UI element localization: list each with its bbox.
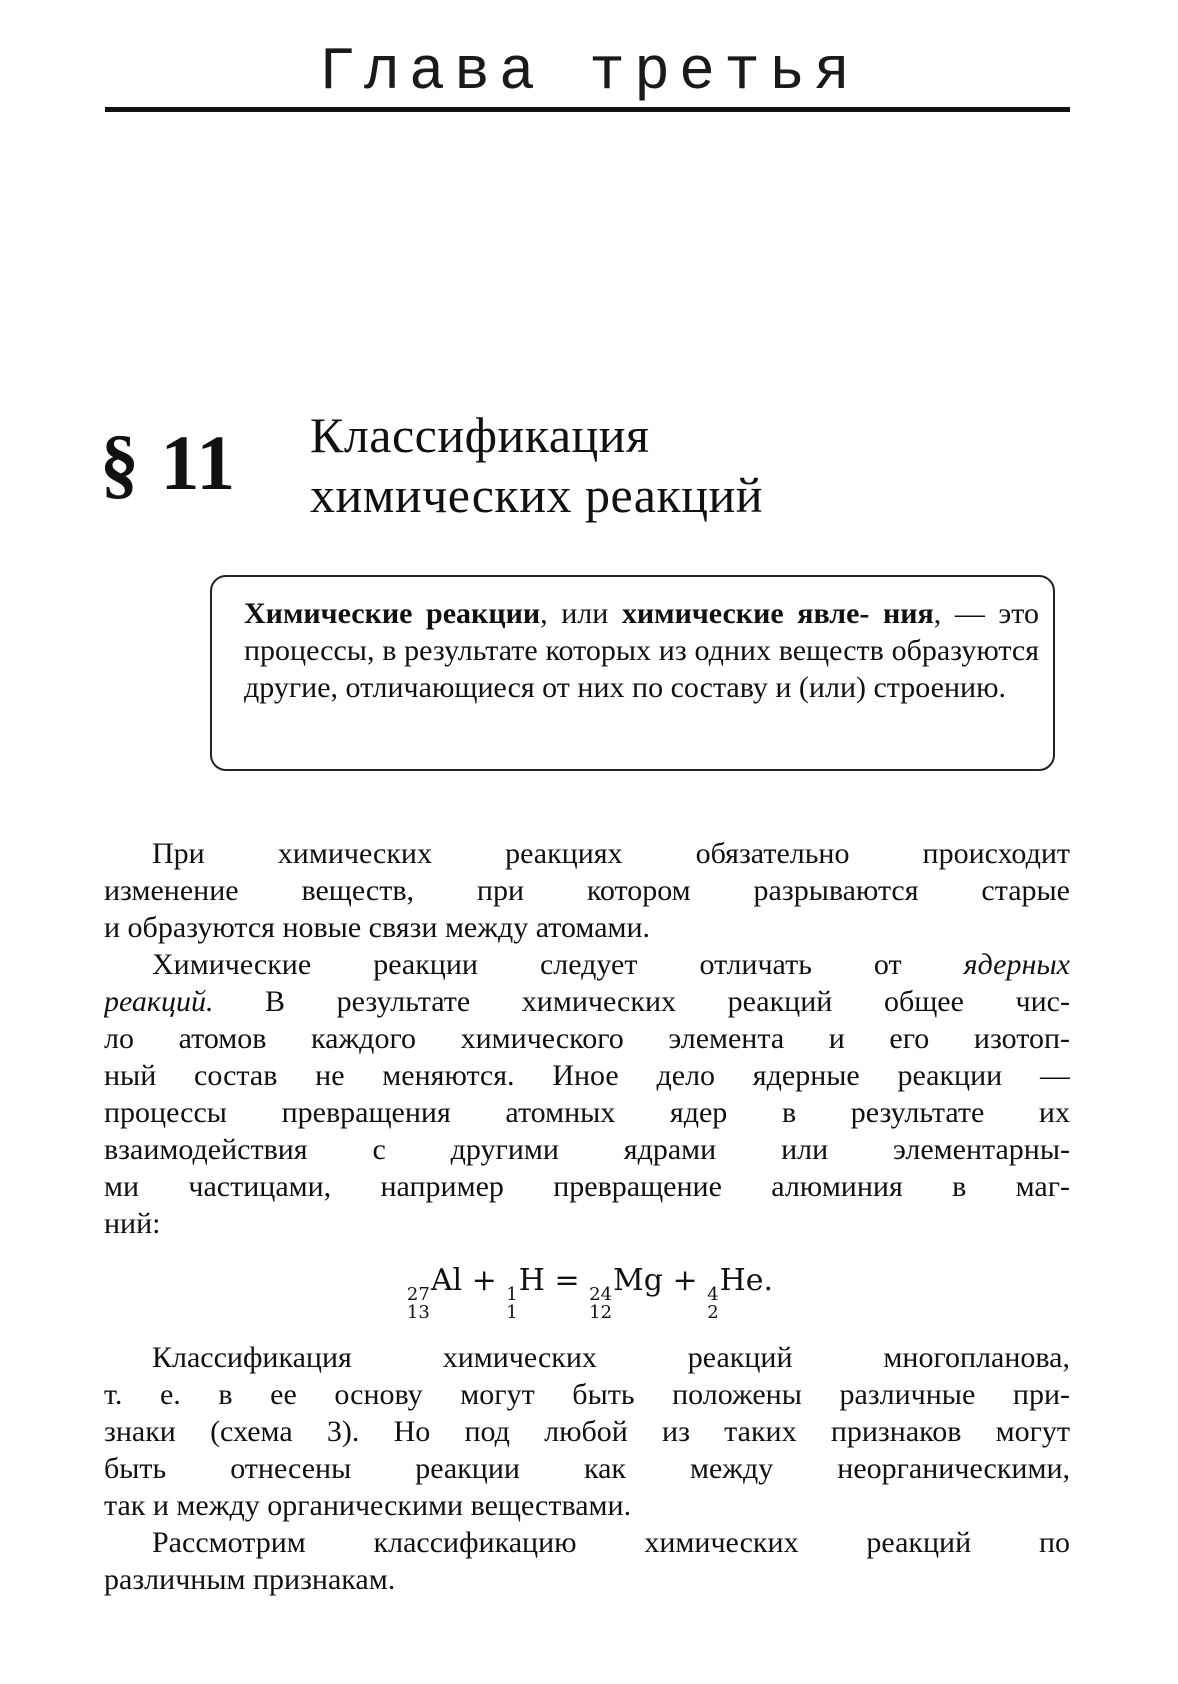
text-line xyxy=(104,1339,1070,1376)
body-text-2 xyxy=(104,1339,1070,1598)
italic-term: реакций. xyxy=(104,985,214,1018)
text-line xyxy=(104,1487,1070,1524)
line-text: изменение веществ, при котором разрываются старые xyxy=(104,874,1070,907)
text-line xyxy=(104,1376,1070,1413)
line-text: различным признакам. xyxy=(104,1563,396,1596)
text-line xyxy=(104,1205,1070,1242)
text-line xyxy=(104,1131,1070,1168)
text-line xyxy=(104,1057,1070,1094)
definition-separator: , или xyxy=(540,597,622,630)
definition-rest: , — это процессы, в результате которых из одних веществ образуются другие, отличающиеся от них по составу и (или) строению. xyxy=(244,597,1039,704)
line-text: т. е. в ее основу могут быть положены различные при- xyxy=(104,1378,1070,1411)
text-line xyxy=(104,1524,1070,1561)
line-text: В результате химических реакций общее чис- xyxy=(213,985,1070,1018)
paragraph-title-line-1: Классификация xyxy=(310,407,650,463)
plus-sign: + xyxy=(462,1263,507,1298)
italic-term: ядерных xyxy=(963,948,1070,981)
chapter-heading: Глава третья xyxy=(318,39,860,107)
body-text-1 xyxy=(104,835,1070,1242)
mass-number: 4 xyxy=(707,1284,719,1305)
text-line xyxy=(104,1020,1070,1057)
line-text: ний: xyxy=(104,1207,161,1240)
nuclide-al-indices xyxy=(407,1286,430,1322)
atomic-number: 2 xyxy=(707,1302,719,1323)
definition-text xyxy=(244,595,1039,706)
line-text: При химических реакциях обязательно происходит xyxy=(152,837,1070,870)
nuclide-mg-indices xyxy=(589,1286,612,1322)
atomic-number: 1 xyxy=(506,1302,518,1323)
text-line xyxy=(104,1561,1070,1598)
symbol-he: He. xyxy=(719,1263,774,1298)
line-text: процессы превращения атомных ядер в результате их xyxy=(104,1096,1070,1129)
symbol-h: H xyxy=(518,1263,545,1298)
atomic-number: 12 xyxy=(589,1302,613,1323)
atomic-number: 13 xyxy=(406,1302,430,1323)
line-text: взаимодействия с другими ядрами или элементарны- xyxy=(104,1133,1070,1166)
text-line xyxy=(104,835,1070,872)
mass-number: 1 xyxy=(506,1284,518,1305)
symbol-mg: Mg xyxy=(613,1263,663,1298)
definition-term-1: Химические реакции xyxy=(244,597,541,630)
line-text: ло атомов каждого химического элемента и его изотоп- xyxy=(104,1022,1070,1055)
text-line xyxy=(104,1168,1070,1205)
paragraph-title-line-2: химических реакций xyxy=(310,467,764,523)
text-line xyxy=(104,946,1070,983)
line-text: так и между органическими веществами. xyxy=(104,1489,632,1522)
text-line xyxy=(104,1450,1070,1487)
line-text: Рассмотрим классификацию химических реакций по xyxy=(152,1526,1070,1559)
text-line xyxy=(104,1094,1070,1131)
nuclide-he-indices xyxy=(707,1286,718,1322)
text-line xyxy=(104,983,1070,1020)
text-line xyxy=(104,872,1070,909)
nuclear-reaction-formula xyxy=(380,1256,800,1322)
mass-number: 24 xyxy=(589,1284,613,1305)
text-line xyxy=(104,909,1070,946)
plus-sign: + xyxy=(662,1263,708,1298)
line-text: Химические реакции следует отличать от xyxy=(152,948,902,981)
nuclide-h-indices xyxy=(506,1286,517,1322)
line-text: быть отнесены реакции как между неорганическими, xyxy=(104,1452,1070,1485)
line-text: Классификация химических реакций многопланова, xyxy=(152,1341,1070,1374)
equals-sign: = xyxy=(544,1263,590,1298)
definition-term-2: химические явле- xyxy=(621,597,870,630)
line-text: знаки (схема 3). Но под любой из таких признаков могут xyxy=(104,1415,1070,1448)
symbol-al: Al xyxy=(430,1263,463,1298)
paragraph-title xyxy=(310,405,930,525)
definition-term-2-end: ния xyxy=(882,597,934,630)
paragraph-number: § 11 xyxy=(100,419,237,506)
heading-rule xyxy=(105,107,1070,112)
line-text: и образуются новые связи между атомами. xyxy=(104,911,651,944)
line-text: ный состав не меняются. Иное дело ядерные реакции — xyxy=(104,1059,1070,1092)
definition-box xyxy=(210,575,1055,771)
mass-number: 27 xyxy=(406,1284,430,1305)
line-text: ми частицами, например превращение алюминия в маг- xyxy=(104,1170,1070,1203)
text-line xyxy=(104,1413,1070,1450)
